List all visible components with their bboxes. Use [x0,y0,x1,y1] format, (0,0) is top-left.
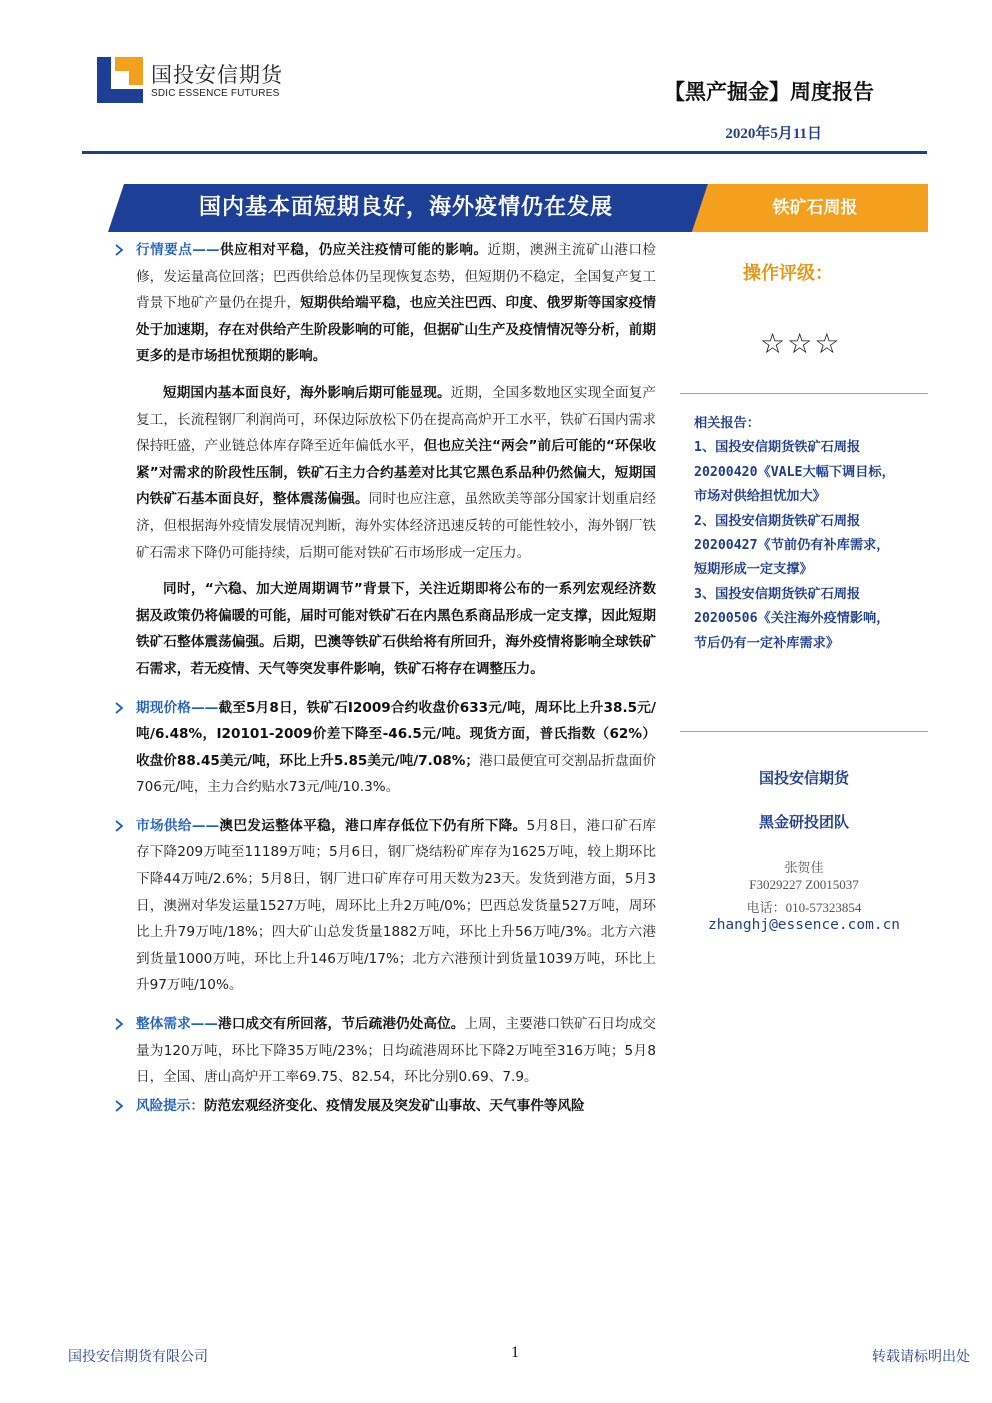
logo-text-en: SDIC ESSENCE FUTURES [151,88,280,99]
related-report-line: 20200420《VALE大幅下调目标， [694,464,895,480]
team-company: 国投安信期货 [758,769,849,787]
section-market-supply [108,813,656,999]
related-report-line: 20200427《节前仍有补库需求， [694,538,890,554]
text-run: 港口成交有所回落，节后疏港仍处高位。 [217,1016,465,1033]
text-run: 5月8日，港口矿石库存下降209万吨至11189万吨；5月6日，钢厂烧结粉矿库存为1625万吨，较上期环比下降44万吨/2.6%；5月8日，钢厂进口矿库存可用天数为23天。发货到港方面，5月3日，澳洲对华发运量1527万吨，周环比上升2万吨/0%；巴西总发货量527万吨，周环比上升79万吨/18%；四大矿山总发货量1882万吨，环比上升56万吨/3%。北方六港到货量1000万吨，环比上升146万吨/17%；北方六港预计到货量1039万吨，环比上升97万吨/10%。 [136,817,657,994]
rating-label: 操作评级： [743,263,833,284]
section-label: 行情要点—— [136,242,220,258]
report-type: 【黑产掘金】周度报告 [664,80,874,104]
text-run: 港口最便宜可交割品折盘面价706元/吨，主力合约贴水73元/吨/10.3%。 [136,752,656,796]
logo-mark-icon [97,57,143,103]
related-report-line: 2、国投安信期货铁矿石周报 [694,513,861,529]
main-content [108,237,656,1119]
text-run: 供应相对平稳，仍应关注疫情可能的影响。 [219,242,488,258]
section-risk-warning [108,1093,656,1120]
section-name: 铁矿石周报 [772,198,858,218]
section-label: 整体需求—— [136,1016,218,1033]
company-logo [97,57,287,105]
related-report-line: 短期形成一定支撑》 [694,562,813,578]
text-run: 澳巴发运整体平稳，港口库存低位下仍有所下降。 [219,817,527,834]
report-date: 2020年5月11日 [725,126,822,142]
section-market-highlights [108,237,656,370]
paragraph-domestic-fundamentals [108,380,656,566]
footer-company: 国投安信期货有限公司 [68,1349,208,1365]
report-title: 国内基本面短期良好，海外疫情仍在发展 [198,195,613,220]
analyst-license: F3029227 Z0015037 [749,877,859,892]
related-report-line: 3、国投安信期货铁矿石周报 [694,586,861,602]
sidebar-divider [680,393,928,394]
bullet-arrow-icon [114,820,124,832]
analyst-name: 张贺佳 [784,860,824,875]
bullet-arrow-icon [114,244,124,256]
related-report-line: 市场对供给担忧加大》 [694,489,826,505]
related-reports [694,412,924,656]
text-run: 近期，全国多数地区实现全面复产复工，长流程钢厂利润尚可，环保边际放松下仍在提高高炉开工水平，铁矿石国内需求保持旺盛，产业链总体库存降至近年偏低水平， [136,384,657,455]
section-label: 风险提示： [136,1097,204,1114]
text-run: 同时也应注意，虽然欧美等部分国家计划重启经济，但根据海外疫情发展情况判断，海外实体经济迅速反转的可能性较小，海外钢厂铁矿石需求下降仍可能持续，后期可能对铁矿石市场形成一定压力。 [136,491,656,561]
related-report-line: 节后仍有一定补库需求》 [694,635,840,651]
text-run: 截至5月8日，铁矿石I2009合约收盘价633元/吨，周环比上升38.5元/吨/6.48%，I20101-2009价差下降至-46.5元/吨。现货方面，普氏指数（62%）收盘价88.45美元/吨，环比上升5.85美元/吨/7.08%； [136,699,657,769]
bullet-arrow-icon [114,1100,124,1112]
section-label: 市场供给—— [136,817,220,834]
text-run: 上周，主要港口铁矿石日均成交量为120万吨，环比下降35万吨/23%；日均疏港周环比下降2万吨至316万吨；5月8日，全国、唐山高炉开工率69.75、82.54，环比分别0.69、7.9。 [136,1016,657,1086]
related-report-line: 1、国投安信期货铁矿石周报 [694,440,861,456]
paragraph-macro-policy [108,576,656,682]
header-divider [82,151,927,154]
logo-text-cn: 国投安信期货 [151,63,283,87]
related-title: 相关报告： [694,416,760,431]
sidebar-divider [680,731,928,732]
bullet-arrow-icon [114,1018,124,1030]
bullet-arrow-icon [114,702,124,714]
section-banner [692,184,928,232]
analyst-phone: 电话：010-57323854 [746,900,862,915]
text-run: 短期国内基本面良好，海外影响后期可能显现。 [163,384,451,401]
rating-stars-icon: ☆☆☆ [760,327,842,360]
text-run: 防范宏观经济变化、疫情发展及突发矿山事故、天气事件等风险 [203,1097,585,1114]
analyst-email[interactable]: zhanghj@essence.com.cn [707,917,901,933]
section-overall-demand [108,1011,656,1091]
team-name: 黑金研投团队 [758,813,849,831]
footer-notice: 转载请标明出处 [872,1349,970,1365]
text-run: 近期，澳洲主流矿山港口检修，发运量高位回落；巴西供给总体仍呈现恢复态势，但短期仍不稳定，全国复产复工背景下地矿产量仍在提升， [136,242,657,312]
text-run: 同时，“六稳、加大逆周期调节”背景下，关注近期即将公布的一系列宏观经济数据及政策仍将偏暖的可能，届时可能对铁矿石在内黑色系商品形成一定支撑，因此短期铁矿石整体震荡偏强。后期，巴澳等铁矿石供给将有所回升，海外疫情将影响全球铁矿石需求，若无疫情、天气等突发事件影响，铁矿石将存在调整压力。 [136,581,656,677]
page-number: 1 [511,1344,519,1361]
title-banner [108,184,708,232]
section-label: 期现价格—— [136,699,219,716]
related-report-line: 20200506《关注海外疫情影响， [694,611,890,627]
section-futures-spot-price [108,695,656,801]
text-run: 短期供给端平稳，也应关注巴西、印度、俄罗斯等国家疫情处于加速期，存在对供给产生阶段影响的可能，但据矿山生产及疫情情况等分析，前期更多的是市场担忧预期的影响。 [136,295,657,365]
text-run: 但也应关注“两会”前后可能的“环保收紧”对需求的阶段性压制，铁矿石主力合约基差对比其它黑色系品种仍然偏大，短期国内铁矿石基本面良好，整体震荡偏强。 [136,438,656,508]
